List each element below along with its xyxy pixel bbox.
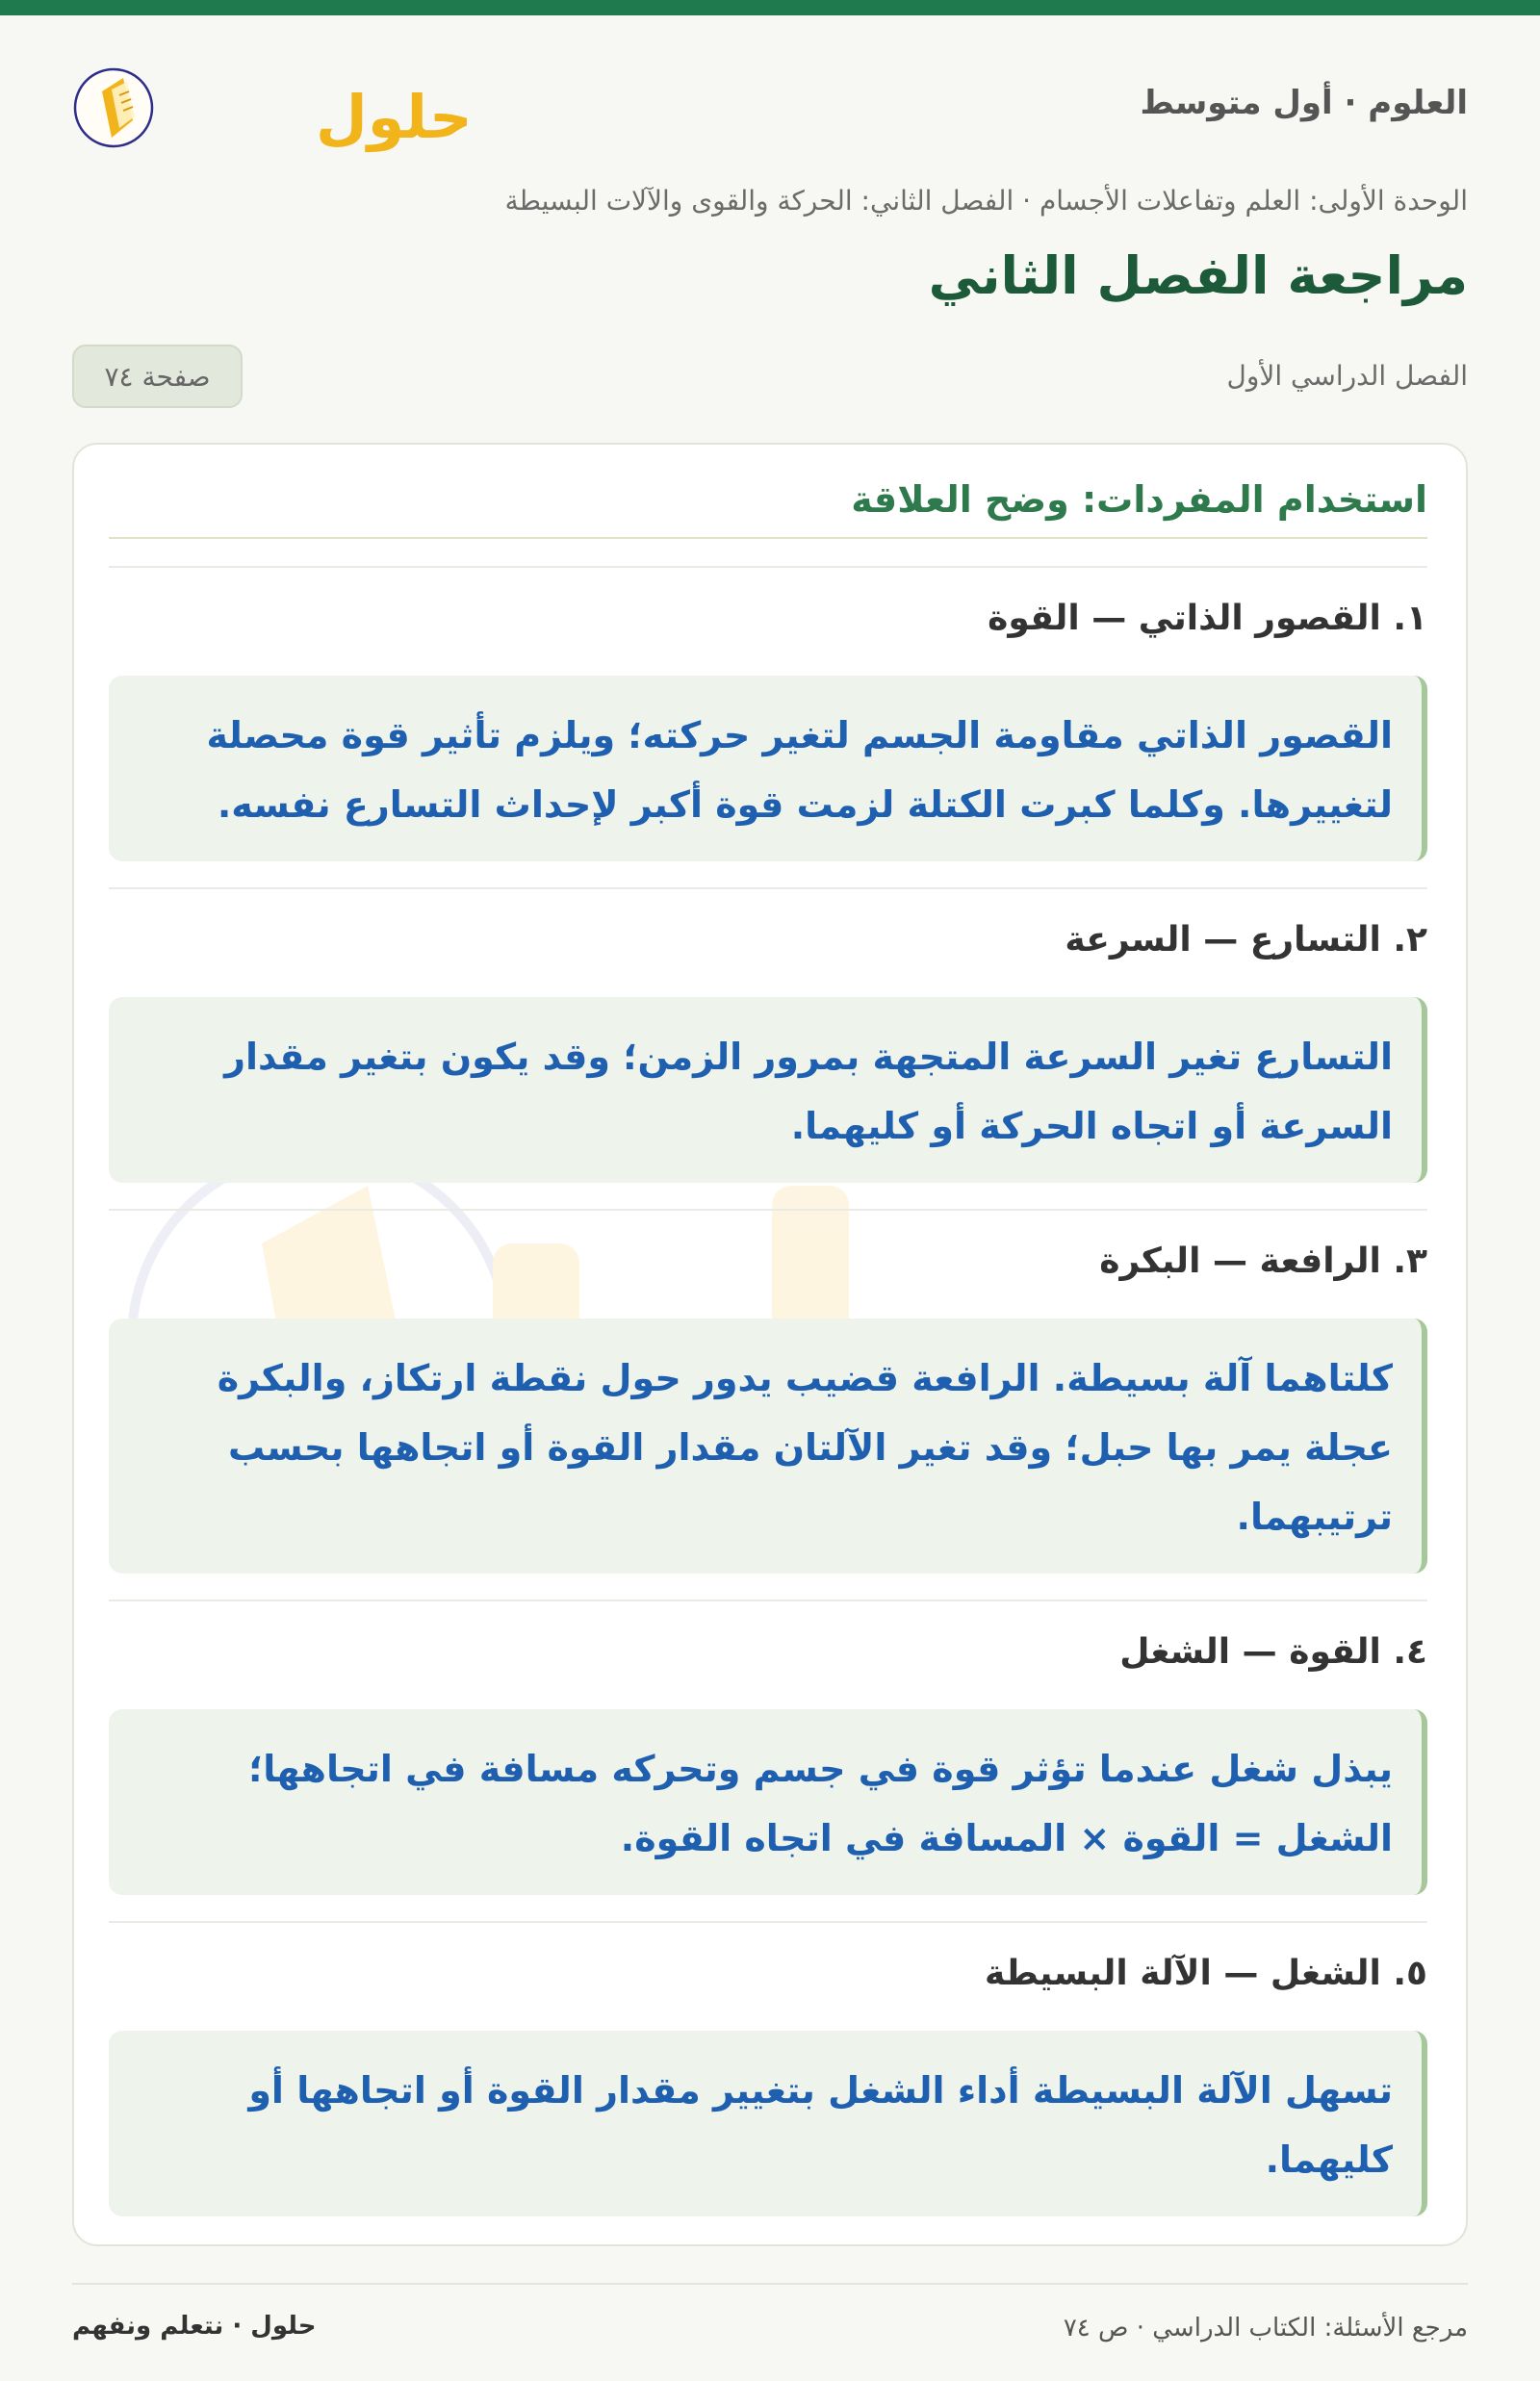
question-title: ٤. القوة — الشغل	[1119, 1632, 1427, 1672]
page-header	[73, 53, 1468, 164]
question-title: ١. القصور الذاتي — القوة	[988, 599, 1427, 638]
question-title: ٥. الشغل — الآلة البسيطة	[984, 1954, 1427, 1993]
answer-box: يبذل شغل عندما تؤثر قوة في جسم وتحركه مسافة في اتجاهها؛ الشغل = القوة × المسافة في اتجاه القوة.	[109, 1709, 1427, 1895]
answer-box: التسارع تغير السرعة المتجهة بمرور الزمن؛ وقد يكون بتغير مقدار السرعة أو اتجاه الحركة أو كليهما.	[109, 997, 1427, 1183]
footer-reference: مرجع الأسئلة: الكتاب الدراسي · ص ٧٤	[1063, 2314, 1468, 2343]
question-title: ٢. التسارع — السرعة	[1065, 920, 1427, 960]
footer-brand: حلول · نتعلم ونفهم	[72, 2312, 317, 2341]
page-title: مراجعة الفصل الثاني	[928, 245, 1468, 306]
hulul-logo[interactable]	[73, 53, 473, 164]
review-card	[72, 443, 1468, 2246]
subject-label: العلوم · أول متوسط	[1140, 84, 1468, 122]
question-divider	[109, 887, 1427, 889]
section-title: استخدام المفردات: وضح العلاقة	[851, 478, 1427, 521]
question-divider	[109, 566, 1427, 568]
top-accent-bar	[0, 0, 1540, 15]
answer-box: تسهل الآلة البسيطة أداء الشغل بتغيير مقدار القوة أو اتجاهها أو كليهما.	[109, 2031, 1427, 2216]
logo-wordmark: حلول	[316, 82, 473, 152]
term-label: الفصل الدراسي الأول	[1226, 360, 1468, 392]
question-divider	[109, 1209, 1427, 1211]
question-divider	[109, 1921, 1427, 1923]
question-title: ٣. الرافعة — البكرة	[1099, 1242, 1427, 1281]
answer-box: القصور الذاتي مقاومة الجسم لتغير حركته؛ ويلزم تأثير قوة محصلة لتغييرها. وكلما كبرت الكتلة لزمت قوة أكبر لإحداث التسارع نفسه.	[109, 676, 1427, 861]
question-divider	[109, 1600, 1427, 1601]
page-number-badge: صفحة ٧٤	[72, 345, 243, 408]
section-title-rule	[109, 537, 1427, 539]
footer-divider	[72, 2283, 1468, 2285]
breadcrumb: الوحدة الأولى: العلم وتفاعلات الأجسام · الفصل الثاني: الحركة والقوى والآلات البسيطة	[504, 185, 1468, 217]
answer-box: كلتاهما آلة بسيطة. الرافعة قضيب يدور حول نقطة ارتكاز، والبكرة عجلة يمر بها حبل؛ وقد تغير الآلتان مقدار القوة أو اتجاهها بحسب ترتيبهما.	[109, 1319, 1427, 1574]
